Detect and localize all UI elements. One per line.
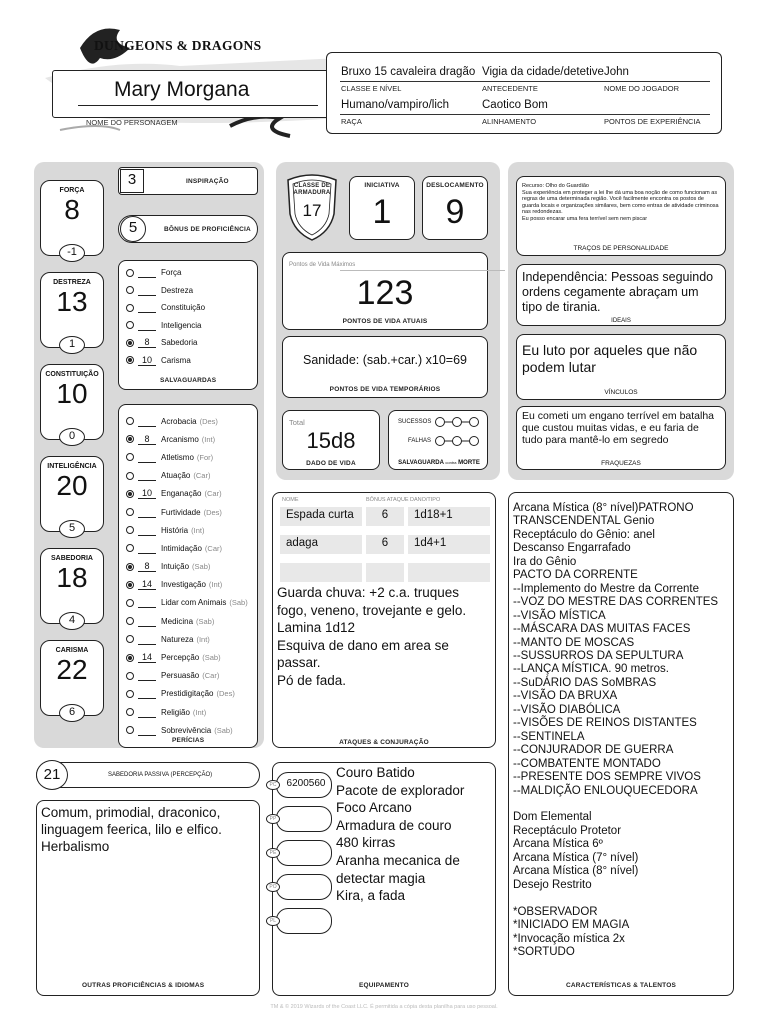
proficiency-dot[interactable] [126, 726, 134, 734]
skill-name: Furtividade [161, 507, 201, 517]
coin-label: PO [266, 882, 280, 892]
skill-row [126, 667, 256, 685]
initiative-value[interactable]: 1 [372, 193, 392, 231]
skill-row [126, 612, 256, 630]
alignment-label: ALINHAMENTO [482, 117, 537, 126]
saving-throw-row [126, 317, 254, 335]
skill-row [126, 576, 256, 594]
proficiency-dot[interactable] [126, 435, 134, 443]
ac-value[interactable]: 17 [302, 201, 322, 220]
character-name[interactable]: Mary Morgana [114, 78, 250, 101]
skill-value[interactable] [138, 416, 156, 427]
skill-name: Prestidigitação [161, 689, 214, 699]
saving-throw-name: Constituição [161, 303, 206, 313]
coin-box [276, 840, 332, 866]
skill-name: Religião [161, 707, 190, 717]
proficiency-dot[interactable] [126, 599, 134, 607]
coin-box [276, 908, 332, 934]
skill-attribute: (Car) [193, 471, 211, 481]
saving-throw-value[interactable] [138, 320, 156, 331]
skill-name: Intuição [161, 562, 190, 572]
hit-dice-total-label: Total [289, 418, 305, 427]
death-failures-label: FALHAS [408, 438, 432, 444]
skill-value[interactable] [138, 470, 156, 481]
skill-name: Acrobacia [161, 416, 197, 426]
ability-name: FORÇA [59, 187, 85, 194]
ability-modifier[interactable]: 5 [59, 520, 85, 538]
features-label: CARACTERÍSTICAS & TALENTOS [565, 982, 677, 989]
proficiency-dot[interactable] [126, 635, 134, 643]
ability-score[interactable]: 10 [56, 378, 88, 409]
saving-throw-name: Destreza [161, 285, 194, 295]
ability-name: CARISMA [55, 647, 89, 654]
proficiency-value[interactable]: 5 [120, 216, 146, 242]
proficiency-dot[interactable] [126, 690, 134, 698]
saving-throw-row [126, 282, 254, 300]
logo-text: DUNGEONS & DRAGONS [94, 38, 262, 53]
saving-throw-value[interactable]: 10 [138, 355, 156, 366]
ability-score[interactable]: 8 [64, 194, 80, 225]
skill-value[interactable]: 8 [138, 434, 156, 445]
hit-dice-value[interactable]: 15d8 [306, 428, 356, 453]
skill-value[interactable] [138, 507, 156, 518]
saving-throws-label: SALVAGUARDAS [160, 377, 217, 384]
death-failures-circles[interactable] [434, 435, 480, 447]
proficiency-dot[interactable] [126, 472, 134, 480]
other-proficiencies-text[interactable]: Comum, primodial, draconico, linguagem feerica, lilo e elfico. Herbalismo [41, 805, 222, 854]
passive-wisdom-value[interactable]: 21 [36, 760, 68, 790]
alignment[interactable]: Caotico Bom [482, 99, 548, 111]
skill-attribute: (Int) [208, 580, 223, 590]
proficiency-dot[interactable] [126, 708, 134, 716]
player-name-label: NOME DO JOGADOR [604, 84, 680, 93]
skill-value[interactable] [138, 707, 156, 718]
skills-list [126, 412, 256, 739]
attack-name[interactable]: adaga [280, 535, 362, 554]
proficiency-dot[interactable] [126, 581, 134, 589]
player-name[interactable]: John [604, 66, 629, 78]
proficiency-dot[interactable] [126, 269, 134, 277]
initiative-label: INICIATIVA [364, 182, 400, 189]
hp-current-value[interactable]: 123 [356, 274, 414, 312]
proficiency-dot[interactable] [126, 526, 134, 534]
ac-label: CLASSE DE ARMADURA [293, 183, 331, 196]
equipment-text[interactable]: Couro Batido Pacote de explorador Foco Arcano Armadura de couro 480 kirras Aranha mecanica de detectar magia Kira, a fada [336, 765, 465, 904]
saving-throws-list [126, 264, 254, 369]
attacks-label: ATAQUES & CONJURAÇÃO [339, 739, 429, 746]
ideals-label: IDEAIS [611, 318, 631, 324]
saving-throw-value[interactable] [138, 285, 156, 296]
skill-attribute: (Des) [216, 689, 235, 699]
ability-box [40, 456, 104, 532]
class-level-label: CLASSE E NÍVEL [341, 84, 402, 93]
inspiration-label: INSPIRAÇÃO [186, 178, 229, 185]
skill-attribute: (Des) [199, 416, 218, 426]
skill-attribute: (Int) [196, 634, 210, 644]
attacks-col-damage: DANO/TIPO [410, 497, 441, 503]
speed-value[interactable]: 9 [445, 193, 465, 231]
hp-temp-label: PONTOS DE VIDA TEMPORÁRIOS [329, 386, 441, 393]
saving-throw-value[interactable]: 8 [138, 337, 156, 348]
death-successes-label: SUCESSOS [398, 419, 432, 425]
skill-value[interactable]: 14 [138, 579, 156, 590]
proficiency-dot[interactable] [126, 654, 134, 662]
coin-label: PE [266, 848, 280, 858]
skill-row [126, 594, 256, 612]
ability-box [40, 364, 104, 440]
traits-label: TRAÇOS DE PERSONALIDADE [573, 245, 669, 252]
attack-bonus[interactable]: 6 [366, 535, 404, 554]
proficiency-dot[interactable] [126, 563, 134, 571]
skill-row [126, 539, 256, 557]
skills-label: PERÍCIAS [172, 737, 205, 744]
bonds-label: VÍNCULOS [604, 389, 638, 396]
attacks-col-bonus: BÔNUS ATAQUE [366, 497, 409, 503]
death-successes-circles[interactable] [434, 416, 480, 428]
skill-name: Enganação [161, 489, 202, 499]
proficiency-dot[interactable] [126, 321, 134, 329]
skill-attribute: (Sab) [196, 616, 215, 626]
proficiency-dot[interactable] [126, 417, 134, 425]
skill-name: Atuação [161, 471, 191, 481]
hp-max-label: Pontos de Vida Máximos [289, 262, 356, 268]
features-text[interactable]: Arcana Mística (8° nível)PATRONO TRANSCENDENTAL Genio Receptáculo do Gênio: anel Descanso Engarrafado Ira do Gênio PACTO DA CORRENTE --Implemento do Mestre da Corrente --VOZ DO MESTRE DAS CORRENTES --VISÃO MÍSTICA --MÁSCARA DAS MUITAS FACES --MANTO DE MOSCAS --SUSSURROS DA SEPULTURA --LANÇA MÍSTICA. 90 metros. --SuDÁRIO DAS SoMBRAS --VISÃO DA BRUXA --VISÃO DIABÓLICA --VISÕES DE REINOS DISTANTES --SENTINELA --CONJURADOR DE GUERRA --COMBATENTE MONTADO --PRESENTE DOS SEMPRE VIVOS --MALDIÇÃO ENLOUQUECEDORA Dom Elemental Receptáculo Protetor Arcana Mística 6º Arcana Mística (7° nível) Arcana Mística (8° nível) Desejo Restrito *OBSERVADOR *INICIADO EM MAGIA *Invocação mística 2x *SORTUDO [513, 502, 719, 958]
proficiency-dot[interactable] [126, 508, 134, 516]
flaws-label: FRAQUEZAS [601, 460, 641, 467]
skill-row [126, 630, 256, 648]
skill-value[interactable] [138, 597, 156, 608]
skill-value[interactable]: 10 [138, 488, 156, 499]
saving-throw-name: Carisma [161, 355, 191, 365]
skill-value[interactable] [138, 688, 156, 699]
hp-temp-value[interactable]: Sanidade: (sab.+car.) x10=69 [302, 353, 467, 367]
attacks-col-name: NOME [282, 497, 299, 503]
skill-name: Arcanismo [161, 434, 199, 444]
ability-name: DESTREZA [53, 279, 91, 286]
skill-row [126, 412, 256, 430]
proficiency-dot[interactable] [126, 286, 134, 294]
race[interactable]: Humano/vampiro/lich [341, 99, 450, 111]
ability-box [40, 548, 104, 624]
equipment-label: EQUIPAMENTO [359, 982, 409, 989]
traits-text[interactable]: Recurso: Olho do Guardião Sua experiência em proteger a lei lhe dá uma boa noção de como funcionam as regras de uma determinada região. Você facilmente encontra os postos de guarda locais e organizações similares, bem como entras de atividade criminosa nas redondezas. Eu posso encarar uma fera terrível sem nem piscar [522, 183, 719, 222]
background-label: ANTECEDENTE [482, 84, 538, 93]
skill-value[interactable]: 14 [138, 652, 156, 663]
skill-row [126, 521, 256, 539]
attack-bonus[interactable]: 6 [366, 507, 404, 526]
bonds-text[interactable]: Eu luto por aqueles que não podem lutar [522, 342, 698, 375]
skill-name: História [161, 525, 189, 535]
saving-throw-row [126, 334, 254, 352]
ability-name: SABEDORIA [50, 555, 93, 562]
skill-row [126, 448, 256, 466]
passive-wisdom-label: SABEDORIA PASSIVA (PERCEPÇÃO) [108, 772, 213, 778]
skill-value[interactable] [138, 543, 156, 554]
skill-row [126, 503, 256, 521]
saving-throw-name: Inteligencia [161, 320, 202, 330]
background[interactable]: Vigia da cidade/detetive [482, 66, 604, 78]
death-saves-label: SALVAGUARDA contra MORTE [398, 460, 480, 466]
skill-row [126, 467, 256, 485]
attack-empty-damage[interactable] [408, 563, 490, 582]
proficiency-label: BÔNUS DE PROFICIÊNCIA [164, 226, 251, 233]
saving-throw-value[interactable] [138, 267, 156, 278]
skill-attribute: (Des) [203, 507, 222, 517]
ability-box [40, 640, 104, 716]
ability-box [40, 272, 104, 348]
class-level[interactable]: Bruxo 15 cavaleira dragão [341, 66, 476, 78]
saving-throw-name: Sabedoria [161, 338, 198, 348]
coin-label: PL [266, 916, 280, 926]
skill-name: Intimidação [161, 543, 202, 553]
footer-copyright: TM & © 2019 Wizards of the Coast LLC. É permitida a cópia desta planilha para uso pessoal. [270, 1004, 498, 1010]
saving-throw-row [126, 352, 254, 370]
skill-value[interactable] [138, 725, 156, 736]
skill-attribute: (For) [196, 452, 214, 462]
proficiency-dot[interactable] [126, 304, 134, 312]
ability-score[interactable]: 22 [56, 654, 88, 685]
skill-attribute: (Car) [202, 671, 220, 681]
proficiency-dot[interactable] [126, 490, 134, 498]
skill-name: Percepção [161, 653, 200, 663]
skill-name: Atletismo [161, 452, 194, 462]
skill-value[interactable] [138, 616, 156, 627]
ideals-text[interactable]: Independência: Pessoas seguindo ordens cegamente abraçam um tipo de tirania. [522, 270, 714, 314]
proficiency-dot[interactable] [126, 544, 134, 552]
ability-score[interactable]: 13 [56, 286, 88, 317]
ability-name: INTELIGÊNCIA [47, 463, 97, 470]
skill-name: Persuasão [161, 671, 200, 681]
attack-name[interactable]: Espada curta [280, 507, 362, 526]
proficiency-dot[interactable] [126, 617, 134, 625]
speed-label: DESLOCAMENTO [426, 182, 484, 189]
coin-box [276, 874, 332, 900]
proficiency-dot[interactable] [126, 453, 134, 461]
coin-label: PC [266, 780, 280, 790]
ability-box [40, 180, 104, 256]
coin-box [276, 806, 332, 832]
skill-attribute: (Sab) [202, 653, 221, 663]
proficiency-dot[interactable] [126, 672, 134, 680]
ability-modifier[interactable]: 0 [59, 428, 85, 446]
skill-attribute: (Sab) [229, 598, 248, 608]
character-name-label: NOME DO PERSONAGEM [86, 118, 178, 127]
skill-value[interactable]: 8 [138, 561, 156, 572]
skill-row [126, 485, 256, 503]
skill-value[interactable] [138, 452, 156, 463]
saving-throw-name: Força [161, 268, 182, 278]
inspiration-value[interactable]: 3 [120, 169, 144, 193]
proficiency-dot[interactable] [126, 356, 134, 364]
skill-name: Investigação [161, 580, 206, 590]
skill-attribute: (Int) [191, 525, 205, 535]
skill-row [126, 685, 256, 703]
skill-name: Lidar com Animais [161, 598, 227, 608]
skill-row [126, 430, 256, 448]
skill-row [126, 703, 256, 721]
skill-name: Natureza [161, 634, 194, 644]
skill-name: Sobrevivência [161, 725, 212, 735]
ability-name: CONSTITUIÇÃO [45, 371, 99, 378]
skill-row [126, 648, 256, 666]
skill-attribute: (Car) [204, 489, 222, 499]
skill-attribute: (Car) [204, 543, 223, 553]
skill-value[interactable] [138, 634, 156, 645]
ability-modifier[interactable]: 6 [59, 704, 85, 722]
skill-attribute: (Sab) [192, 562, 211, 572]
saving-throw-value[interactable] [138, 302, 156, 313]
skill-attribute: (Int) [192, 707, 207, 717]
attack-empty-bonus[interactable] [366, 563, 404, 582]
saving-throw-row [126, 264, 254, 282]
other-proficiencies-label: OUTRAS PROFICIÊNCIAS & IDIOMAS [82, 982, 205, 989]
attack-empty-name[interactable] [280, 563, 362, 582]
saving-throw-row [126, 299, 254, 317]
attack-damage[interactable]: 1d4+1 [408, 535, 490, 554]
hp-current-label: PONTOS DE VIDA ATUAIS [342, 318, 428, 325]
ability-modifier[interactable]: 4 [59, 612, 85, 630]
ability-score[interactable]: 18 [56, 562, 88, 593]
skill-attribute: (Int) [201, 434, 216, 444]
skill-row [126, 558, 256, 576]
flaws-text[interactable]: Eu cometi um engano terrível em batalha que custou muitas vidas, e eu faria de tudo para mantê-lo em segredo [522, 410, 715, 446]
hit-dice-label: DADO DE VIDA [306, 460, 356, 467]
ability-modifier[interactable]: 1 [59, 336, 85, 354]
proficiency-dot[interactable] [126, 339, 134, 347]
xp-label: PONTOS DE EXPERIÊNCIA [604, 117, 701, 126]
attack-damage[interactable]: 1d18+1 [408, 507, 490, 526]
attacks-notes[interactable]: Guarda chuva: +2 c.a. truques fogo, veneno, trovejante e gelo. Lamina 1d12 Esquiva de dano em area se passar. Pó de fada. [277, 585, 467, 688]
ability-modifier[interactable]: -1 [59, 244, 85, 262]
ability-score[interactable]: 20 [56, 470, 88, 501]
coin-value[interactable]: 6200560 [286, 778, 326, 789]
skill-value[interactable] [138, 525, 156, 536]
skill-value[interactable] [138, 670, 156, 681]
coin-label: PP [266, 814, 280, 824]
skill-attribute: (Sab) [214, 725, 233, 735]
race-label: RAÇA [341, 117, 362, 126]
skill-name: Medicina [161, 616, 194, 626]
